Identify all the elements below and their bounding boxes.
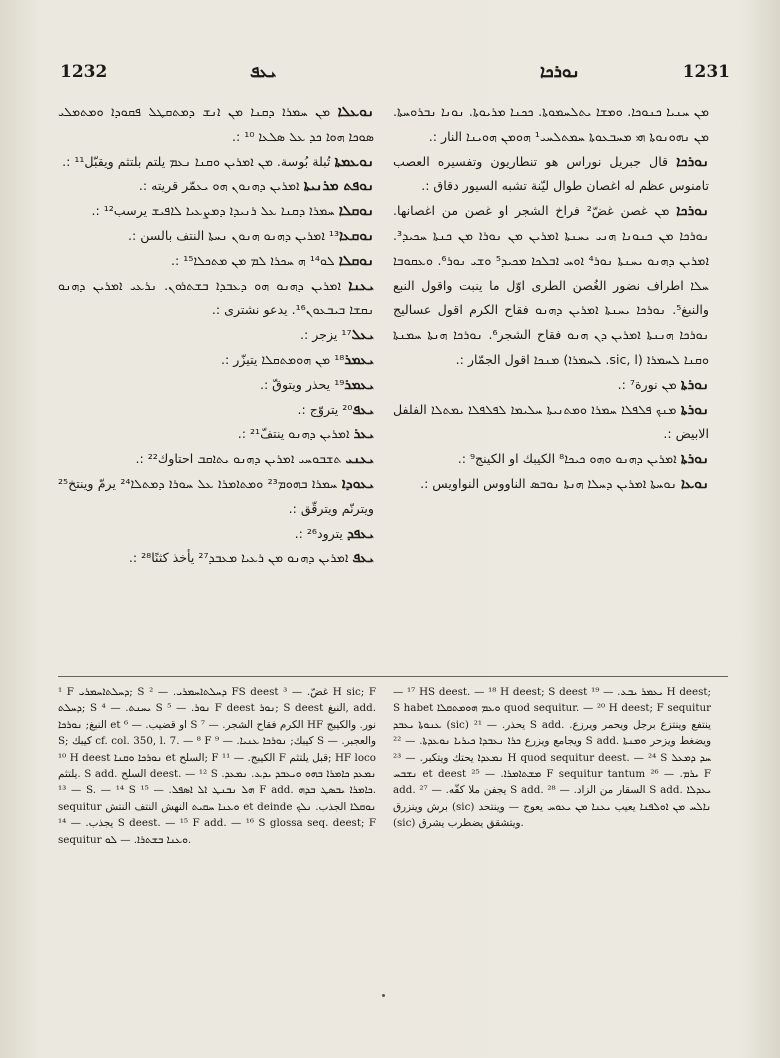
dictionary-entry <box>393 447 709 472</box>
headword: ܝܥܘܕܐ <box>341 475 374 492</box>
entry-text: ܡܢ ܚܢܝܐ ܟܢܘܟܐ. ܘܡܫܐ ܝܬܠܚܡܘܬܐ. ܟܟܢܐ ܡܪܝܘܬܐ. ܢܘܢܐ ܢܒܪܘܚܬܐ. ܡܢ ܢܗܘܢܘܬܐ ܗܝ ܡܚܒܥܘܬܐ ܚܡܬܠܚܝ¹ ܗܘܡܢ ܗܘܝܢܐ النار :. <box>393 104 709 144</box>
dictionary-entry <box>393 199 709 373</box>
dictionary-entry <box>58 199 374 224</box>
entry-text: ܐܡܪܝܢ ܕܗܢܘ ܡܢ ܪܥܝܐ ܡܥܒܕ²⁷ يأخذ كثنًا²⁸ :. <box>128 550 353 566</box>
entry-text: ܐܡܪܝܢ ܕܗܢܘ ܘܗܘ ܟܝܟܐ⁸ الكيبك او الكينج⁹ :. <box>457 451 681 467</box>
footnote-rule <box>58 676 728 677</box>
dictionary-entry <box>58 422 374 447</box>
entry-text: ²⁰ يتروّج :. <box>297 401 353 417</box>
footnotes-left <box>58 684 376 848</box>
dictionary-entry <box>393 398 709 448</box>
headword: ܢܘܦܬ ܡܪܢܝܬܐ <box>303 178 374 195</box>
footnote-block: — ¹⁷ HS deest. — ¹⁸ H deest; S deest ܝܥܡܪ ܝܒܥ. — ¹⁹ H deest; S habet ܘܥܡ ܗܘܡܬܩܠܐ quod sequitur. — ²⁰ H deest; F sequitur ܥܢܘܬܐ ܝܥܒܕ (sic) يحذر. — ²¹ S add. ينتفع وينتزع برجل ويحمر ويرزع. ويجامع ويزرع ܟܪܐ ܢܥܒܕܐ ܟܝܪܝܐ ܢܘܥܕܬܐ. — ²² S add. ويضغط ويزحر ܘܡܢܬܐ ܢܡܥܕܐ يحتك ويتكبر. — ²³ H quod sequitur deest. — ²⁴ S ܚܕ ܕܡܥܠ ܢܫܒܚ et deest ܡܫܬܐܡܪܐ. — ²⁵ F sequitur tantum ܝܪܡ. — ²⁶ F add. يجفن ملا كفّه. — ²⁷ S add. السقار من الزاد. — ²⁸ S add. ܝܥܕܠܐ برش وينزرق (sic) ܢܐܠܚ ܡܢ ܐܘܠܦܢܐ يعيب ܝܥܢܐ ܡܢ ܝܥܘܚ يعوج — وينتحد (sic) ويتشقق يضطرب يشرق. <box>393 686 712 830</box>
dictionary-entry <box>58 373 374 398</box>
entry-text: ܢܘܚܬܐ ܐܡܪܝܢ ܕܚܠܐ ܗܢܬܐ ܢܘܒܣ الناووس النواويس :. <box>420 475 681 491</box>
dictionary-entry <box>393 100 709 150</box>
headword: ܢܘܪܟܐ <box>676 203 709 220</box>
dictionary-entry <box>58 398 374 423</box>
headword: ܝܥܦܕ <box>346 525 374 542</box>
headword: ܢܘܪܬܐ <box>680 376 709 393</box>
dictionary-entry <box>58 447 374 472</box>
headword: ܢܘܥܠܐ <box>337 104 374 120</box>
dictionary-entry <box>58 472 374 522</box>
headword: ܝܥܪ <box>353 426 374 443</box>
running-head-right: ܢܘܪܟܐ <box>540 62 580 82</box>
running-head-left: ܝܥܦ <box>250 62 277 82</box>
entry-text: ܡܢ نورة⁷ :. <box>617 376 681 392</box>
page-header <box>60 62 730 88</box>
entry-text: ܠܘ¹⁴ ܗ ܚܟܪܐ ܠܡ ܡܢ ܡܬܟܠܐ¹⁵ :. <box>171 252 339 268</box>
headword: ܝܥܢܝ <box>345 451 374 468</box>
headword: ܝܥܠ <box>351 327 374 344</box>
headword: ܢܘܩܠܐ <box>338 203 374 220</box>
page-speck <box>382 994 385 997</box>
page-number-left: 1232 <box>60 62 108 82</box>
headword: ܝܥܢܐ <box>348 277 374 294</box>
right-column <box>393 100 709 497</box>
dictionary-entry <box>58 150 374 175</box>
dictionary-entry <box>393 472 709 497</box>
headword: ܢܘܪܬܐ <box>680 401 709 418</box>
entry-text: ܚܡܪܐ ܒܗܘܡ²³ ܘܡܬܐܡܪܐ ܥܠ ܚܘܪܐ ܕܡܬܠܐ²⁴ يرمّ وينتخ²⁵ ويترنّم ويترقّق :. <box>58 475 374 516</box>
left-column <box>58 100 374 571</box>
entry-text: تُبلة بُوسة. ܡܢ ܐܡܪܝܢ ܘܩܢܐ ܢܥܡ يلتم بلتثم ويقبّل¹¹ :. <box>62 153 335 169</box>
dictionary-entry <box>393 373 709 398</box>
entry-text: ܡܢܟ ܦܠܦܠܐ ܚܡܪܐ ܘܡܬܢܝܬܐ ܚܠܝܡܐ ܠܦܠܦܠܐ ܝܡܬܠܐ الفلفل الابيض :. <box>393 401 709 442</box>
entry-text: ܐܡܪܝܢ ܕܗܢܘ ܗܘ ܕܥܒܕܐ ܒܫܬܪܘܢ. ܢܪܥܝ ܐܡܪܝܢ ܕܗܢܘ ܢܩܫܐ ܒܝܒܥܘܢ¹⁶. يدعو نشترى :. <box>58 277 374 318</box>
dictionary-entry <box>58 174 374 199</box>
entry-text: ܡܢ ܚܡܪܐ ܕܩܢܐ ܡܢ ܐܢܫ ܕܡܬܩܛܠ ܦܩܘܕܐ ܘܡܬܡܠܝ ܣܘܟܐ ܗܘܐ ܟܕ ܥܠ ܣܠܥܐ ¹⁰ :. <box>58 104 374 144</box>
entry-text: ܐܡܪܝܢ ܕܗܢܘܢ ܗܘ ܝܥمّر قريته :. <box>138 178 304 194</box>
headword: ܝܥܡܪ <box>344 351 374 368</box>
dictionary-entry <box>58 348 374 373</box>
entry-text: ܡܢ غصن غضّ² فراخ الشجر او غصن من اغصانها. ܢܘܪܟܐ ܡܢ ܟܢܘܢܐ ܗܢܝ ܝܚܢܬܐ ܐܡܪܝܢ ܡܢ ܢܘܪܐ ܡܢ ܟܢܬܐ ܚܟܝܕ³. ܐܡܪܝܢ ܕܗܢܘ ܝܚܢܬܐ ܢܘܪ⁴ ܐܘܚ ܐܒܠܟܐ ܡܟܝܕ⁵ ܘܫܝ ܢܘܪ⁶. ܘܥܩܘܒܐ ܚܠܐ اطراف نضور الغُصن الطرى اوّل ما ينبت واقول النبع والنبغ⁵. ܢܘܪܟܐ ܝܚܢܬܐ ܐܡܪܝܢ ܕܗܢܘ فقاح الكرم اقول عساليج ܢܘܪܟܐ ܗܢܢܬܐ ܐܡܪܝܢ ܕܢ ܗܢܘ فقاح الشجر⁶. ܢܘܪܟܐ ܗܢܬܐ ܚܡܢܬܐ ܘܩܢܐ ܠܚܡܪܐ (sic, l. ܠܚܡܪܐ) ܡܢܟܐ اقول الجمّار :. <box>393 203 709 367</box>
headword: ܢܘܥܡܬܐ <box>334 153 374 170</box>
entry-text: ¹³ ܐܡܪܝܢ ܕܗܢܘ ܗܢܘܢ ܢܚܬܐ النتف بالسن :. <box>127 227 339 243</box>
dictionary-entry <box>58 546 374 571</box>
headword: ܢܘܩܥܐ <box>339 227 374 244</box>
dictionary-entry <box>58 249 374 274</box>
entry-text: قال جبريل نوراس هو تنطاريون وتفسيره العصب تامنوس عظم له اغصان طوال ليّنة تشبه السيور دقاق :. <box>393 153 709 194</box>
headword: ܢܘܥܐ <box>680 475 709 492</box>
dictionary-entry <box>58 274 374 324</box>
entry-text: ܬܫܒܘܚܝ ܐܡܪܝܢ ܕܗܢܘ ܝܬܐܩܒ احتاوك²² :. <box>135 451 346 467</box>
dictionary-entry <box>58 100 374 150</box>
entry-text: ¹⁸ ܡܢ ܗܘܡܬܩܠܐ يتيزّر :. <box>220 351 345 367</box>
entry-text: يترود²⁶ :. <box>294 525 347 541</box>
headword: ܢܘܪܬܐ <box>680 451 709 468</box>
headword: ܢܘܩܠܐ <box>338 252 374 269</box>
headword: ܝܥܦ <box>352 401 374 418</box>
headword: ܝܥܦ <box>352 550 374 567</box>
dictionary-entry <box>393 150 709 200</box>
entry-text: ܐܡܪܝܢ ܕܗܢܘ ينتفّ²¹ :. <box>237 426 354 442</box>
headword: ܝܥܡܪ <box>344 376 374 393</box>
entry-text: ¹⁷ يزجر :. <box>299 327 352 343</box>
entry-text: ܚܡܪܐ ܕܩܢܐ ܥܠ ܪܢܝܕܐ ܕܡܨܥܝܐ ܠܐܦܝܫ يرسب¹² :. <box>91 203 339 219</box>
dictionary-entry <box>58 323 374 348</box>
footnote-block: ¹ F ܕܚܠܬܐܚܡܪܝ; S ܕܚܠܬܐܚܡܪܝ. — ² FS deest غضّ. — ³ H sic; F ܕܚܠܬ; S ܝܚܢܬ. — ⁴ S ܢܘܪ. — ⁵ F deest ܢܘܪ; S deest النبغ, add. النبغ; ܢܘܪܟܐ et او قضيب. — ⁶ S الكرم فقاح الشجر. — ⁷ HF نور. والكيبج S; كيبك cf. col. 350, l. 7. — ⁸ F كيبك; ܢܘܪܟܐ ܥܢܝܐ. — ⁹ S والعجبر. — ¹⁰ H deest ܢܘܪܟܐ ܘܩܢܐ et السلح; F الكيبج. — ¹¹ F قبل يلتثم; HF loco يلتثم. S add. السلح deest. — ¹² S ܢܡܥܕ ܟܐܡܪܐ ܒܗܘ ܘܝܥܒܕ ܝܕܥ. ܢܡܥܕ. — ¹³ S. — ¹⁴ S ܗܠ ܢܒܢܛ ܐܠ ܐܣܦܠ. — ¹⁵ F add. ܟܐܡܪܐ ܝܒܣܛ ܒܕܗ. sequitur ܘܥܢܐ ܚܩܝܬ النهش النتف النتش et deinde ܢܘܩܠܐ الجذب. ܢܠܟ يجذب. — ¹⁴ S deest. — ¹⁵ F add. — ¹⁶ S glossa seq. deest; F sequitur ܘܥܢܐ ܒܫܬܪܐ. — ܠܘ. <box>58 686 377 846</box>
footnotes-right <box>393 684 711 832</box>
page-number-right: 1231 <box>682 62 730 82</box>
dictionary-entry <box>58 522 374 547</box>
dictionary-entry <box>58 224 374 249</box>
entry-text: ¹⁹ يحذر ويتوقّ :. <box>259 376 345 392</box>
headword: ܢܘܪܟܐ <box>676 153 709 170</box>
